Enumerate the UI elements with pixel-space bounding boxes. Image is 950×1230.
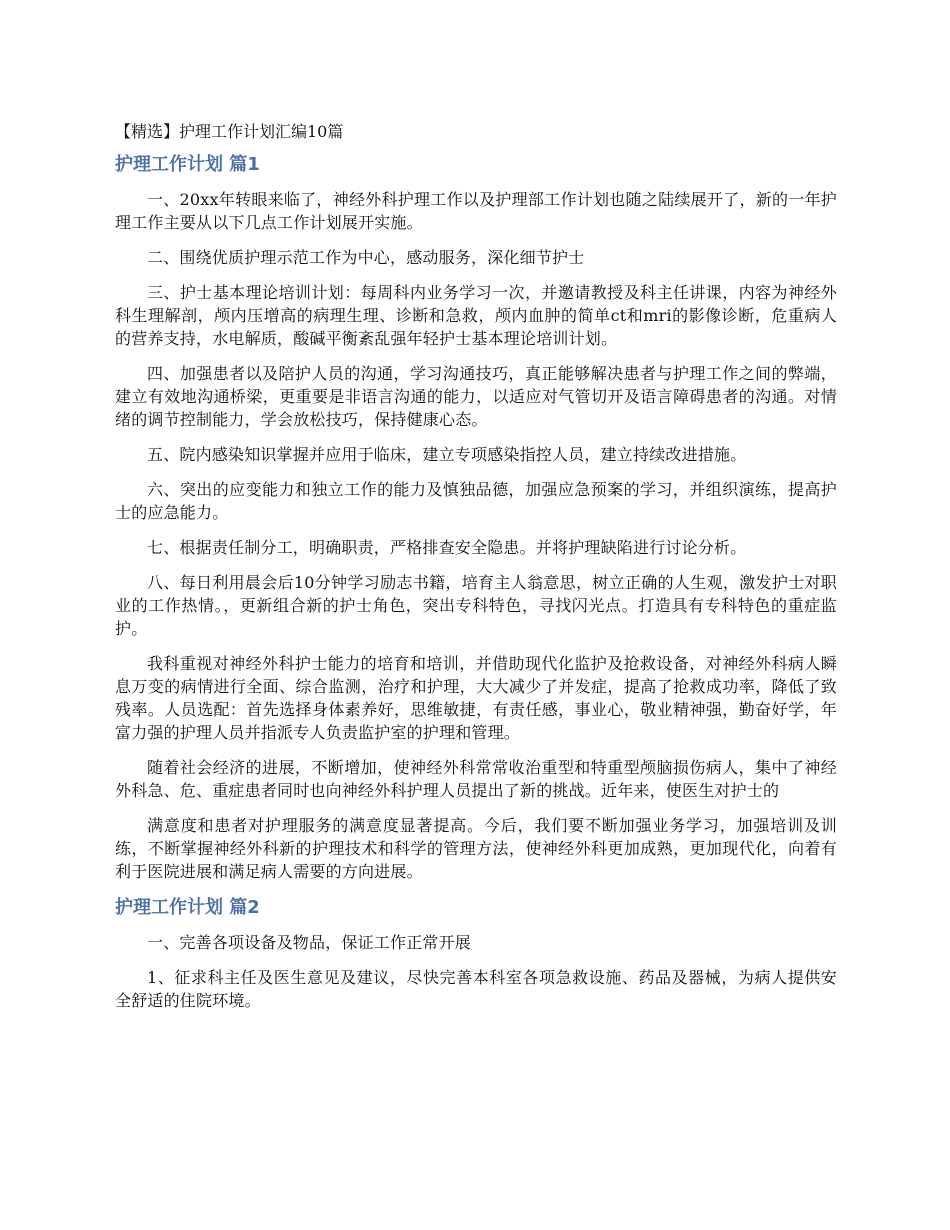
paragraph: 1、征求科主任及医生意见及建议，尽快完善本科室各项急救设施、药品及器械，为病人提供安全舒适的住院环境。 xyxy=(115,968,837,1010)
section-heading: 护理工作计划 篇1 xyxy=(115,154,260,175)
paragraph: 五、院内感染知识掌握并应用于临床，建立专项感染指控人员，建立持续改进措施。 xyxy=(147,445,747,464)
paragraph: 随着社会经济的进展，不断增加，使神经外科常常收治重型和特重型颅脑损伤病人，集中了神经外科急、危、重症患者同时也向神经外科护理人员提出了新的挑战。近年来，使医生对护士的 xyxy=(115,758,837,800)
paragraph: 二、围绕优质护理示范工作为中心，感动服务，深化细节护士 xyxy=(147,248,585,267)
paragraph: 四、加强患者以及陪护人员的沟通，学习沟通技巧，真正能够解决患者与护理工作之间的弊端，建立有效地沟通桥梁，更重要是非语言沟通的能力，以适应对气管切开及语言障碍患者的沟通。对情绪的调节控制能力，学会放松技巧，保持健康心态。 xyxy=(115,364,837,429)
section-1 xyxy=(115,152,837,883)
paragraph: 一、完善各项设备及物品，保证工作正常开展 xyxy=(147,933,472,952)
paragraph: 七、根据责任制分工，明确职责，严格排查安全隐患。并将护理缺陷进行讨论分析。 xyxy=(147,538,747,557)
paragraph: 我科重视对神经外科护士能力的培育和培训，并借助现代化监护及抢救设备，对神经外科病人瞬息万变的病情进行全面、综合监测，治疗和护理，大大减少了并发症，提高了抢救成功率，降低了致残率。人员选配：首先选择身体素养好，思维敏捷，有责任感，事业心，敬业精神强，勤奋好学，年富力强的护理人员并指派专人负责监护室的护理和管理。 xyxy=(115,654,837,742)
paragraph: 八、每日利用晨会后10分钟学习励志书籍，培育主人翁意思，树立正确的人生观，激发护士对职业的工作热情。，更新组合新的护士角色，突出专科特色，寻找闪光点。打造具有专科特色的重症监护。 xyxy=(115,573,837,638)
document-title: 【精选】护理工作计划汇编10篇 xyxy=(115,122,344,141)
section-2 xyxy=(115,895,837,1012)
document-page xyxy=(115,120,837,1024)
paragraph: 满意度和患者对护理服务的满意度显著提高。今后，我们要不断加强业务学习，加强培训及训练，不断掌握神经外科新的护理技术和科学的管理方法，使神经外科更加成熟，更加现代化，向着有利于医院进展和满足病人需要的方向进展。 xyxy=(115,816,837,881)
paragraph: 六、突出的应变能力和独立工作的能力及慎独品德，加强应急预案的学习，并组织演练，提高护士的应急能力。 xyxy=(115,480,837,522)
paragraph: 一、20xx年转眼来临了，神经外科护理工作以及护理部工作计划也随之陆续展开了，新的一年护理工作主要从以下几点工作计划展开实施。 xyxy=(115,190,837,232)
paragraph: 三、护士基本理论培训计划：每周科内业务学习一次，并邀请教授及科主任讲课，内容为神经外科生理解剖，颅内压增高的病理生理、诊断和急救，颅内血肿的简单ct和mri的影像诊断，危重病人的营养支持，水电解质，酸碱平衡紊乱强年轻护士基本理论培训计划。 xyxy=(115,283,837,348)
section-heading: 护理工作计划 篇2 xyxy=(115,897,260,918)
